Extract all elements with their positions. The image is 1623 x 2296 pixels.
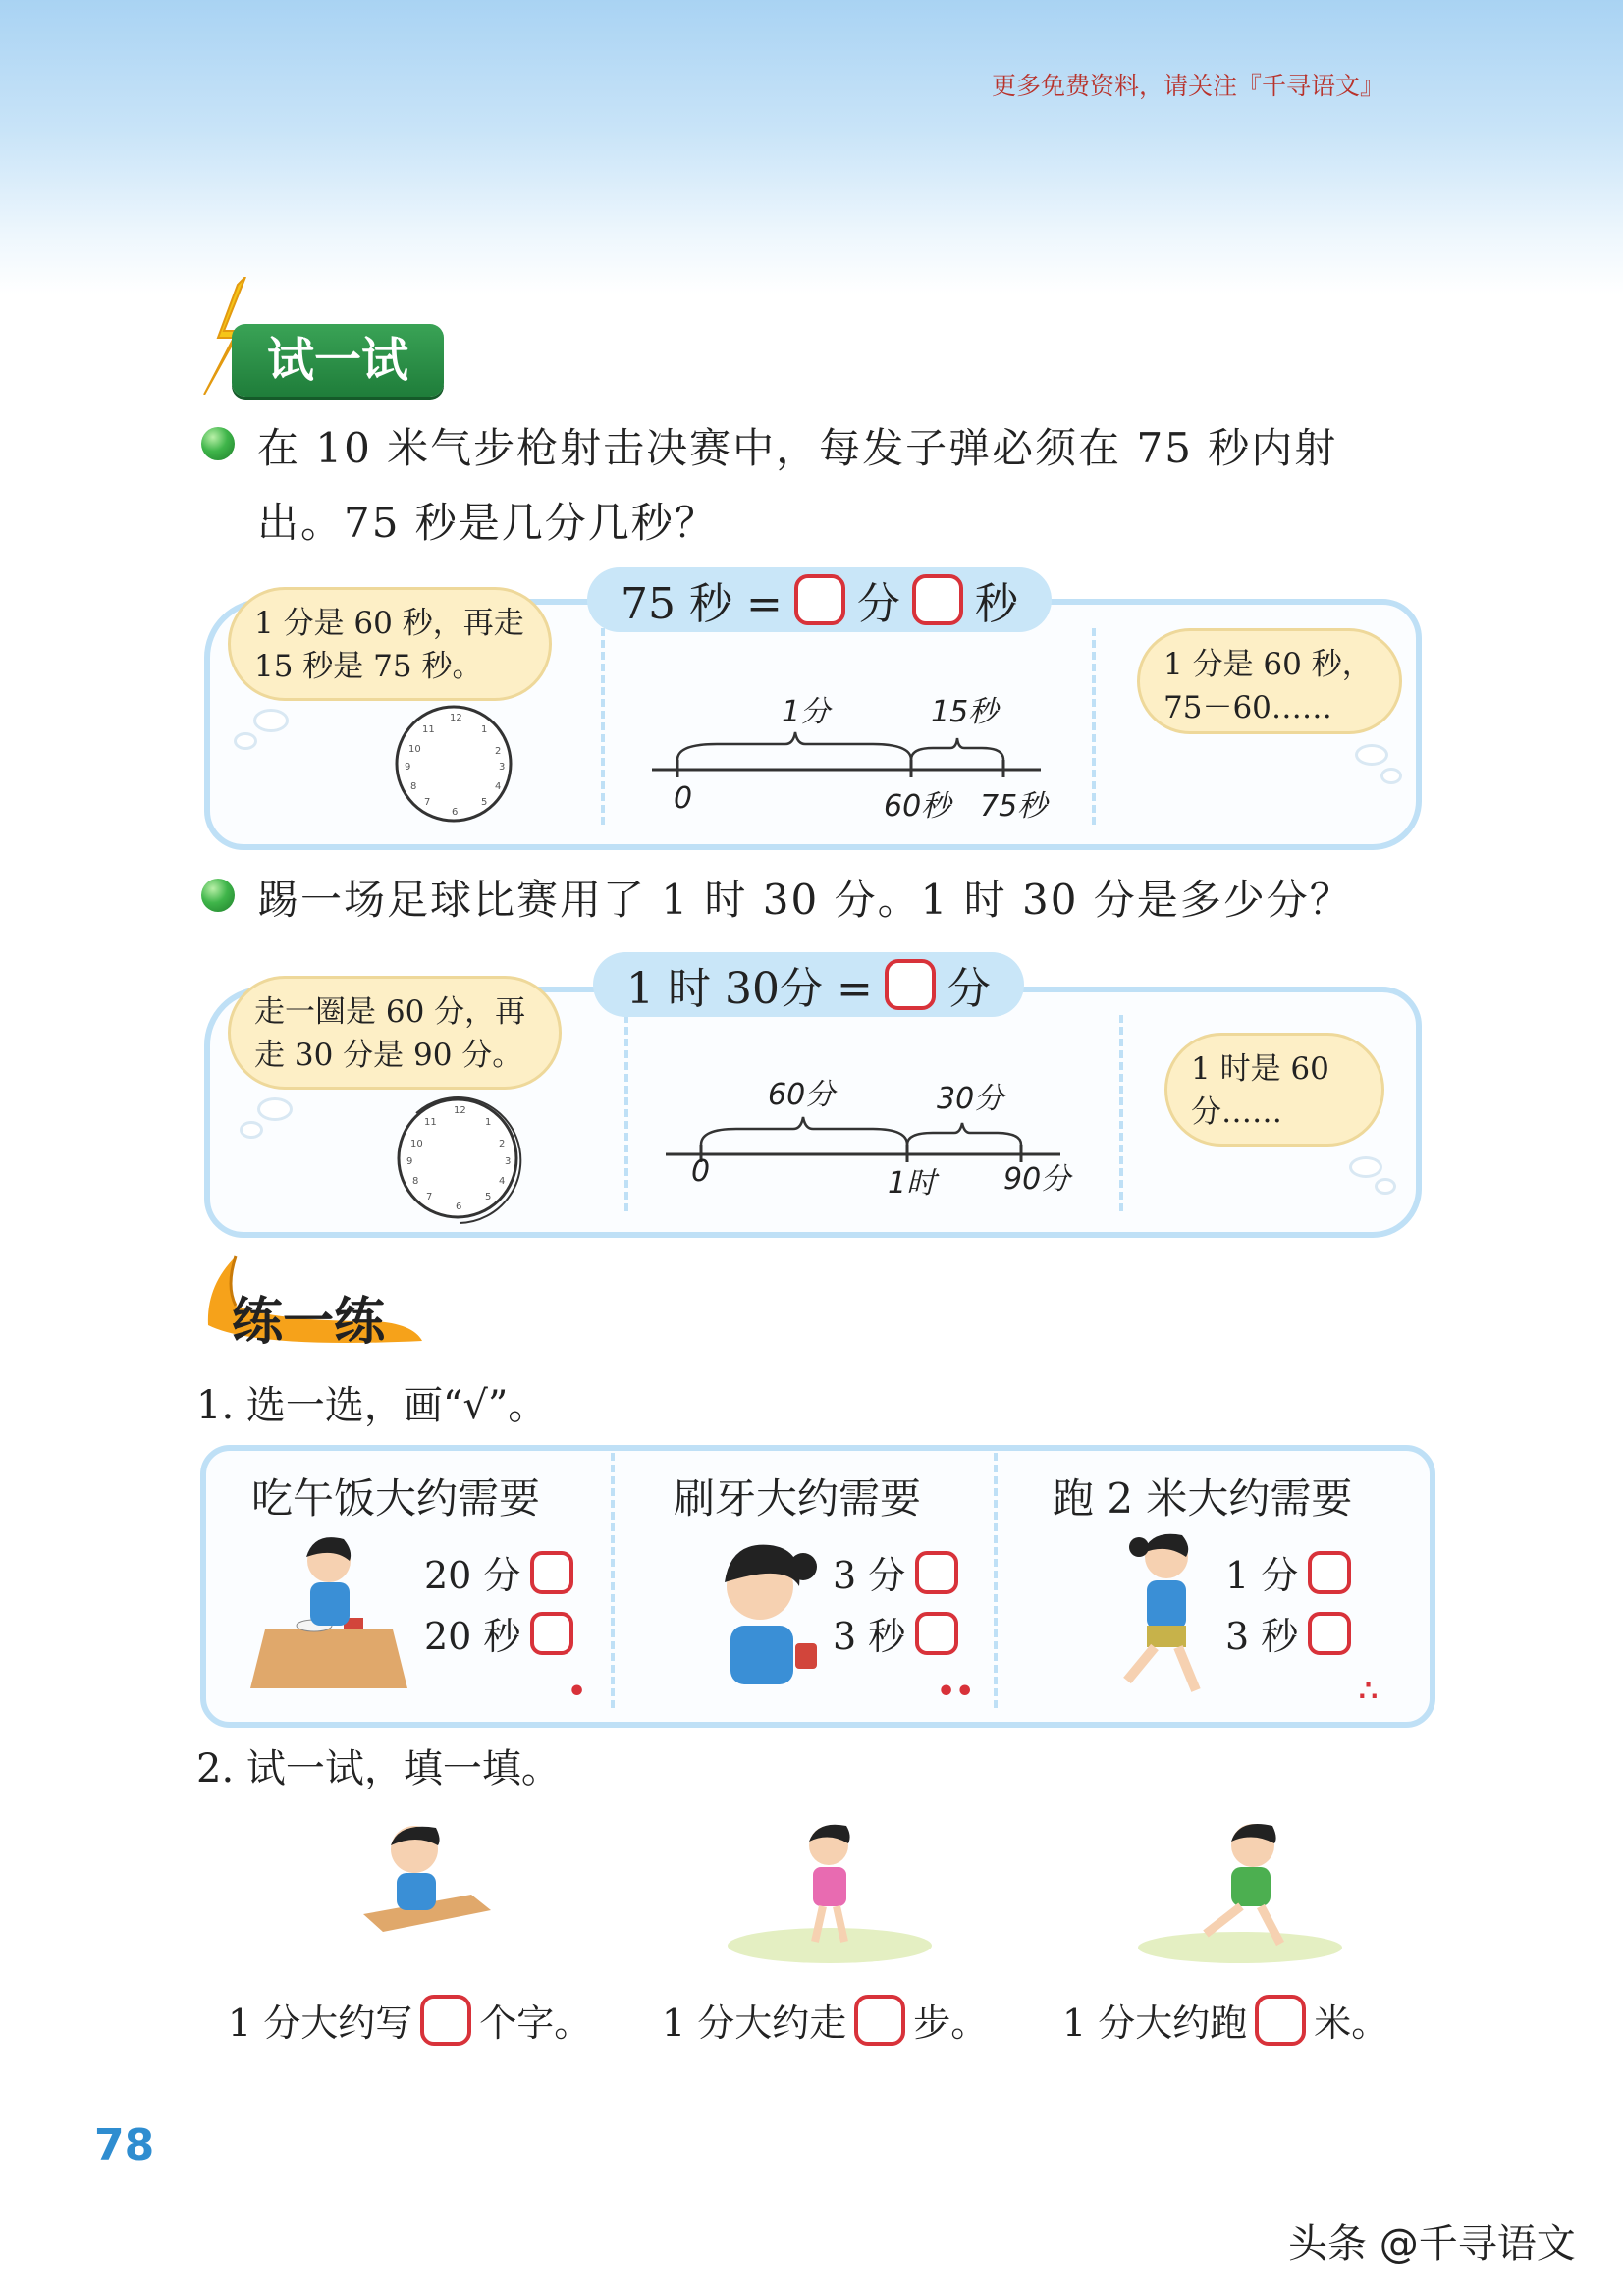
q2-label-90min: 90分	[1003, 1162, 1071, 1197]
svg-text:12: 12	[454, 1105, 466, 1116]
svg-text:5: 5	[485, 1192, 492, 1202]
q1-equation	[587, 567, 1052, 632]
q1-bubble-left-line1: 1 分是 60 秒，再走	[254, 606, 524, 641]
q2-eq-right: 分	[947, 964, 991, 1014]
svg-text:3: 3	[505, 1156, 512, 1167]
exercise2-label: 2. 试一试，填一填。	[196, 1746, 561, 1791]
q2-text: 踢一场足球比赛用了 1 时 30 分。1 时 30 分是多少分？	[257, 876, 1353, 924]
card1-difficulty-dots: •	[568, 1675, 587, 1709]
svg-text:8: 8	[412, 1176, 419, 1187]
card1-title: 吃午饭大约需要	[251, 1474, 541, 1522]
q1-label-60s: 60秒	[884, 789, 951, 824]
svg-text:1: 1	[481, 724, 488, 735]
q2-label-30min: 30分	[937, 1082, 1004, 1116]
bubble-puff	[253, 709, 289, 732]
svg-text:7: 7	[426, 1192, 433, 1202]
q2-label-60min: 60分	[768, 1078, 836, 1112]
q2-bubble-right-line2: 分……	[1191, 1095, 1282, 1130]
ex2-item2-after: 步。	[913, 2002, 989, 2045]
ex2-item1-after: 个字。	[479, 2002, 592, 2045]
girl-eating-lunch-illustration	[245, 1522, 412, 1698]
q1-label-0: 0	[674, 781, 693, 816]
q2-bubble-right-line1: 1 时是 60	[1191, 1051, 1329, 1087]
boy-running-illustration	[1137, 1816, 1343, 1963]
ex2-item2-before: 1 分大约走	[662, 2002, 847, 2045]
q1-thought-bubble-right	[1137, 628, 1402, 734]
q1-eq-left: 75 秒 =	[621, 579, 783, 629]
bubble-puff	[1375, 1178, 1396, 1195]
svg-text:6: 6	[452, 807, 459, 818]
q2-thought-bubble-right	[1164, 1033, 1384, 1147]
exercise1-divider-2	[994, 1453, 998, 1708]
ex2-item3-after: 米。	[1314, 2002, 1389, 2045]
clock-icon	[387, 699, 524, 827]
svg-text:3: 3	[499, 762, 506, 773]
svg-text:9: 9	[406, 1156, 413, 1167]
top-watermark: 更多免费资料，请关注『千寻语文』	[992, 72, 1385, 100]
card2-option1	[833, 1545, 958, 1599]
bubble-puff	[234, 732, 257, 750]
q1-bubble-right-line2: 75－60……	[1163, 690, 1332, 725]
q2-eq-left: 1 时 30分 =	[626, 964, 873, 1014]
q1-thought-bubble-left	[228, 587, 552, 701]
girl-brushing-teeth-illustration	[701, 1527, 829, 1694]
q1-text-line2: 出。75 秒是几分几秒？	[257, 499, 718, 547]
svg-text:4: 4	[499, 1176, 506, 1187]
q1-bubble-left-line2: 15 秒是 75 秒。	[254, 649, 483, 684]
svg-text:4: 4	[495, 781, 502, 792]
girl-walking-illustration	[727, 1816, 933, 1963]
svg-text:9: 9	[405, 762, 411, 773]
page-number: 78	[94, 2120, 155, 2170]
q2-label-1h: 1时	[888, 1166, 937, 1201]
q2-minutes-box[interactable]	[885, 959, 936, 1010]
exercise1-label: 1. 选一选，画“√”。	[196, 1383, 548, 1428]
svg-text:2: 2	[495, 746, 502, 757]
card1-option1-checkbox[interactable]	[530, 1551, 573, 1594]
svg-text:11: 11	[422, 724, 435, 735]
q1-eq-mid: 分	[856, 579, 900, 629]
q1-bubble-right-line1: 1 分是 60 秒，	[1163, 647, 1373, 682]
header-sky-band	[0, 0, 1623, 294]
svg-text:10: 10	[408, 744, 421, 755]
card3-option1-label: 1 分	[1225, 1554, 1299, 1597]
exercise1-divider-1	[611, 1453, 615, 1708]
girl-running-illustration	[1098, 1523, 1225, 1700]
bottom-watermark: 头条 @千寻语文	[1288, 2221, 1576, 2267]
card2-title: 刷牙大约需要	[674, 1474, 922, 1522]
ex2-item3-before: 1 分大约跑	[1062, 2002, 1248, 2045]
card3-option1-checkbox[interactable]	[1308, 1551, 1351, 1594]
exercise2-item1	[228, 1993, 591, 2047]
q1-label-1min: 1分	[782, 695, 831, 729]
clock-icon	[387, 1092, 534, 1225]
q1-seconds-box[interactable]	[912, 574, 963, 625]
card1-option2-checkbox[interactable]	[530, 1612, 573, 1655]
card3-title: 跑 2 米大约需要	[1053, 1474, 1353, 1522]
svg-text:8: 8	[410, 781, 417, 792]
svg-text:7: 7	[424, 797, 431, 808]
q1-eq-right: 秒	[974, 579, 1018, 629]
svg-text:6: 6	[456, 1201, 462, 1212]
q1-label-15s: 15秒	[931, 695, 999, 729]
card2-option1-checkbox[interactable]	[915, 1551, 958, 1594]
q2-divider-left	[624, 1015, 628, 1211]
card2-option2-checkbox[interactable]	[915, 1612, 958, 1655]
ex2-item1-before: 1 分大约写	[228, 2002, 413, 2045]
card3-difficulty-dots: ∴	[1359, 1675, 1379, 1709]
card1-option1	[424, 1545, 573, 1599]
card3-option2-label: 3 秒	[1225, 1615, 1299, 1658]
try-section-title: 试一试	[232, 324, 444, 397]
card3-option2-checkbox[interactable]	[1308, 1612, 1351, 1655]
q1-divider-right	[1092, 628, 1096, 825]
bubble-puff	[240, 1121, 263, 1139]
svg-text:12: 12	[450, 713, 462, 723]
practice-section-title: 练一练	[232, 1293, 386, 1352]
q2-bubble-left-line1: 走一圈是 60 分，再	[254, 994, 526, 1030]
bubble-puff	[1349, 1156, 1382, 1178]
q1-label-75s: 75秒	[980, 789, 1048, 824]
ex2-item3-answer-box[interactable]	[1255, 1995, 1306, 2046]
card2-difficulty-dots: ••	[937, 1675, 975, 1709]
svg-text:10: 10	[410, 1139, 423, 1149]
q2-bubble-left-line2: 走 30 分是 90 分。	[254, 1038, 523, 1073]
boy-writing-illustration	[353, 1816, 501, 1944]
bubble-puff	[1355, 744, 1388, 766]
svg-text:2: 2	[499, 1139, 506, 1149]
bubble-puff	[1380, 768, 1402, 784]
ex2-item2-answer-box[interactable]	[854, 1995, 905, 2046]
svg-text:1: 1	[485, 1117, 492, 1128]
card2-option2	[833, 1606, 958, 1660]
exercise2-item2	[662, 1993, 988, 2047]
card3-option2	[1225, 1606, 1351, 1660]
bullet-icon	[201, 427, 235, 460]
q2-label-0: 0	[691, 1154, 711, 1189]
card2-option2-label: 3 秒	[833, 1615, 906, 1658]
q1-text-line1: 在 10 米气步枪射击决赛中，每发子弹必须在 75 秒内射	[257, 424, 1338, 472]
bullet-icon	[201, 879, 235, 912]
q2-divider-right	[1119, 1015, 1123, 1211]
card3-option1	[1225, 1545, 1351, 1599]
q1-divider-left	[601, 628, 605, 825]
q1-minutes-box[interactable]	[794, 574, 845, 625]
ex2-item1-answer-box[interactable]	[420, 1995, 471, 2046]
card2-option1-label: 3 分	[833, 1554, 906, 1597]
card1-option2	[424, 1606, 573, 1660]
bubble-puff	[257, 1097, 293, 1121]
card1-option2-label: 20 秒	[424, 1615, 521, 1658]
svg-text:5: 5	[481, 797, 488, 808]
svg-text:11: 11	[424, 1117, 437, 1128]
q2-equation	[593, 952, 1024, 1017]
exercise2-item3	[1062, 1993, 1388, 2047]
card1-option1-label: 20 分	[424, 1554, 521, 1597]
q2-thought-bubble-left	[228, 976, 562, 1090]
